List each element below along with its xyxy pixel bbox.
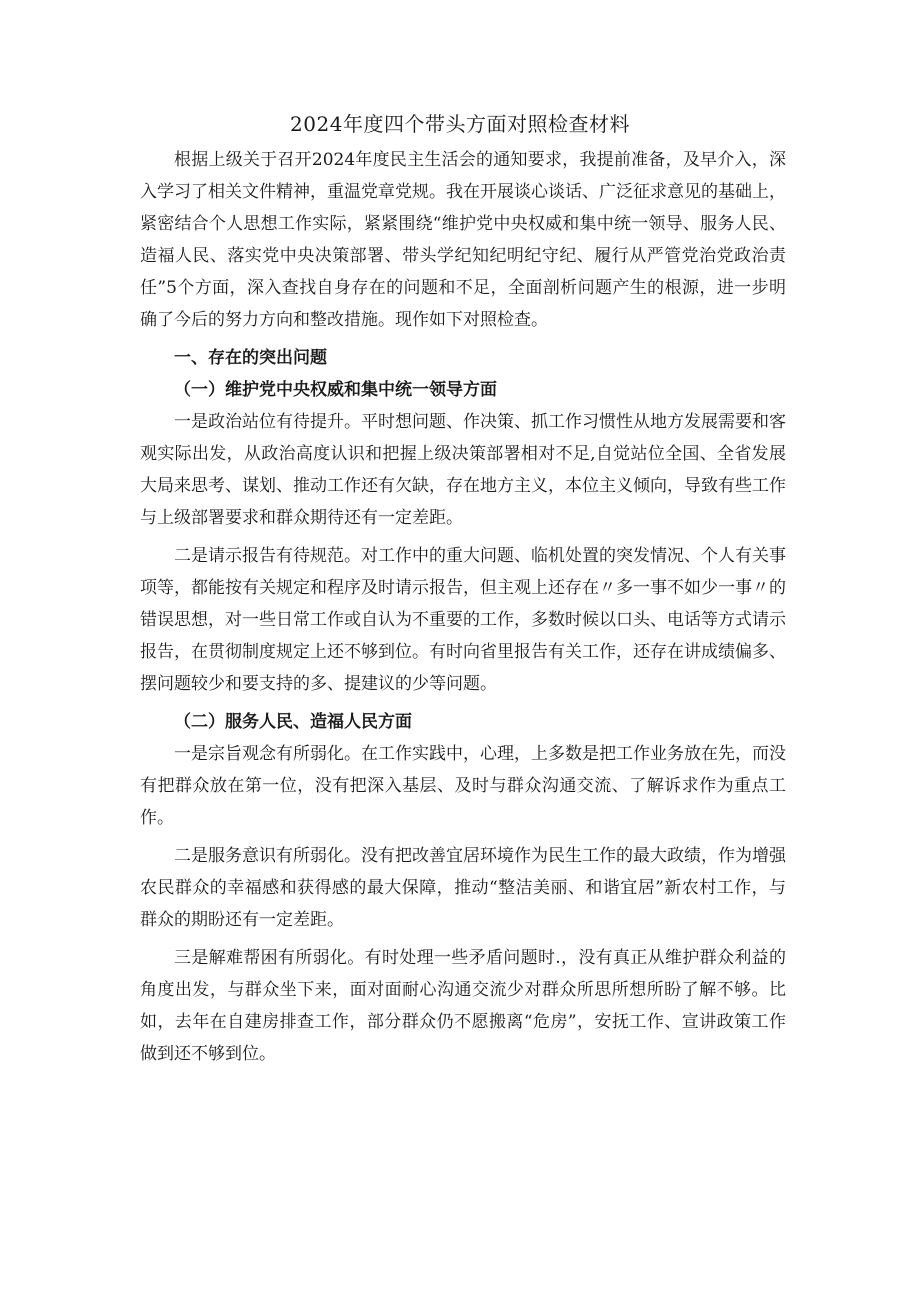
intro-paragraph: 根据上级关于召开2024年度民主生活会的通知要求，我提前准备，及早介入，深入学习了相关文件精神，重温党章党规。我在开展谈心谈话、广泛征求意见的基础上，紧密结合个人思想工作实际，紧紧围绕“维护党中央权威和集中统一领导、服务人民、造福人民、落实党中央决策部署、带头学纪知纪明纪守纪、履行从严管党治党政治责任”5个方面，深入查找自身存在的问题和不足，全面剖析问题产生的根源，进一步明确了今后的努力方向和整改措施。现作如下对照检查。 [140,150,786,330]
subsection-heading-serve-people: （二）服务人民、造福人民方面 [174,712,412,732]
paragraph-service-awareness: 二是服务意识有所弱化。没有把改善宜居环境作为民生工作的最大政绩，作为增强农民群众的幸福感和获得感的最大保障，推动“整洁美丽、和谐宜居”新农村工作，与群众的期盼还有一定差距。 [140,846,786,930]
subsection-heading-authority: （一）维护党中央权威和集中统一领导方面 [174,380,497,400]
section-heading-problems: 一、存在的突出问题 [174,348,327,368]
paragraph-reporting: 二是请示报告有待规范。对工作中的重大问题、临机处置的突发情况、个人有关事项等，都能按有关规定和程序及时请示报告，但主观上还存在〃多一事不如少一事〃的错误思想，对一些日常工作或自认为不重要的工作，多数时候以口头、电话等方式请示报告，在贯彻制度规定上还不够到位。有时向省里报告有关工作，还存在讲成绩偏多、摆问题较少和要支持的多、提建议的少等问题。 [140,546,786,694]
paragraph-solving-difficulties: 三是解难帮困有所弱化。有时处理一些矛盾问题时.，没有真正从维护群众利益的角度出发，与群众坐下来，面对面耐心沟通交流少对群众所思所想所盼了解不够。比如，去年在自建房排查工作，部分群众仍不愿搬离“危房”，安抚工作、宣讲政策工作做到还不够到位。 [140,948,786,1064]
document-body [140,144,786,1070]
paragraph-purpose: 一是宗旨观念有所弱化。在工作实践中，心理，上多数是把工作业务放在先，而没有把群众放在第一位，没有把深入基层、及时与群众沟通交流、了解诉求作为重点工作。 [140,744,786,828]
paragraph-political-stance: 一是政治站位有待提升。平时想问题、作决策、抓工作习惯性从地方发展需要和客观实际出发，从政治高度认识和把握上级决策部署相对不足,自觉站位全国、全省发展大局来思考、谋划、推动工作还有欠缺，存在地方主义，本位主义倾向，导致有些工作与上级部署要求和群众期待还有一定差距。 [140,412,786,528]
document-title: 2024年度四个带头方面对照检查材料 [290,112,630,136]
